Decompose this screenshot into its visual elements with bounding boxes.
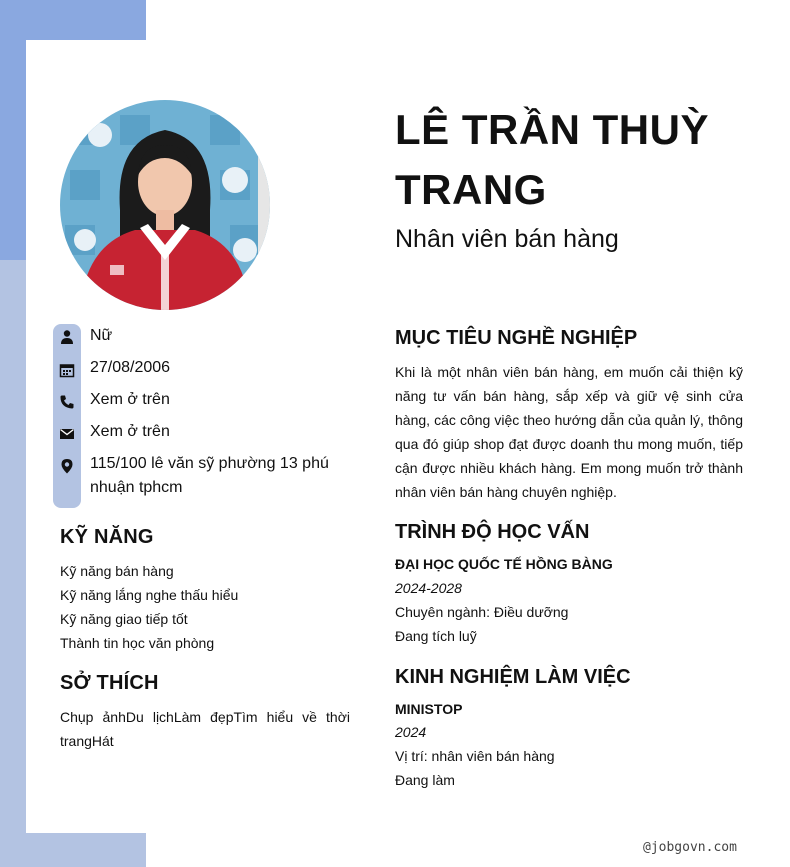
- location-pin-icon: [59, 458, 75, 474]
- phone-text: Xem ở trên: [90, 391, 170, 408]
- experience-heading: KINH NGHIỆM LÀM VIỆC: [395, 666, 631, 688]
- education-status: Đang tích luỹ: [395, 628, 477, 644]
- profile-photo: [60, 100, 270, 310]
- experience-status: Đang làm: [395, 772, 455, 788]
- hobbies-heading: SỞ THÍCH: [60, 672, 159, 694]
- skill-item: Kỹ năng lắng nghe thấu hiểu: [60, 587, 239, 603]
- experience-position: Vị trí: nhân viên bán hàng: [395, 748, 555, 764]
- calendar-icon: [59, 362, 75, 378]
- education-period: 2024-2028: [395, 580, 462, 596]
- experience-period: 2024: [395, 724, 427, 740]
- skill-item: Kỹ năng giao tiếp tốt: [60, 611, 188, 627]
- birthdate-text: 27/08/2006: [90, 359, 171, 376]
- info-bar: [53, 324, 81, 508]
- skills-heading: KỸ NĂNG: [60, 526, 154, 548]
- phone-icon: [59, 394, 75, 410]
- objective-text: Khi là một nhân viên bán hàng, em muốn cải thiện kỹ năng tư vấn bán hàng, sắp xếp và giữ vệ sinh cửa hàng, các công việc theo hướng dẫn của quản lý, thông qua đó giúp shop đạt được doanh thu mong muốn, tiếp cận được nhiều khách hàng. Em mong muốn trở thành nhân viên bán hàng chuyên nghiệp.: [395, 364, 743, 500]
- education-major: Chuyên ngành: Điều dưỡng: [395, 604, 569, 620]
- portrait-illustration: [60, 100, 270, 310]
- skill-item: Kỹ năng bán hàng: [60, 563, 174, 579]
- candidate-role: Nhân viên bán hàng: [395, 225, 619, 253]
- hobbies-text: Chụp ảnhDu lịchLàm đẹpTìm hiểu về thời trangHát: [60, 709, 350, 749]
- skill-item: Thành tin học văn phòng: [60, 635, 215, 651]
- company-name: MINISTOP: [395, 701, 463, 717]
- school-name: ĐẠI HỌC QUỐC TẾ HỒNG BÀNG: [395, 556, 613, 572]
- watermark: @jobgovn.com: [643, 840, 737, 855]
- email-icon: [59, 426, 75, 442]
- person-icon: [59, 329, 75, 345]
- objective-heading: MỤC TIÊU NGHỀ NGHIỆP: [395, 327, 638, 349]
- candidate-name: LÊ TRẦN THUỲ TRANG: [395, 106, 709, 213]
- gender-text: Nữ: [90, 327, 113, 344]
- address-text: 115/100 lê văn sỹ phường 13 phú nhuận tphcm: [90, 455, 329, 496]
- education-heading: TRÌNH ĐỘ HỌC VẤN: [395, 521, 590, 543]
- email-text: Xem ở trên: [90, 423, 170, 440]
